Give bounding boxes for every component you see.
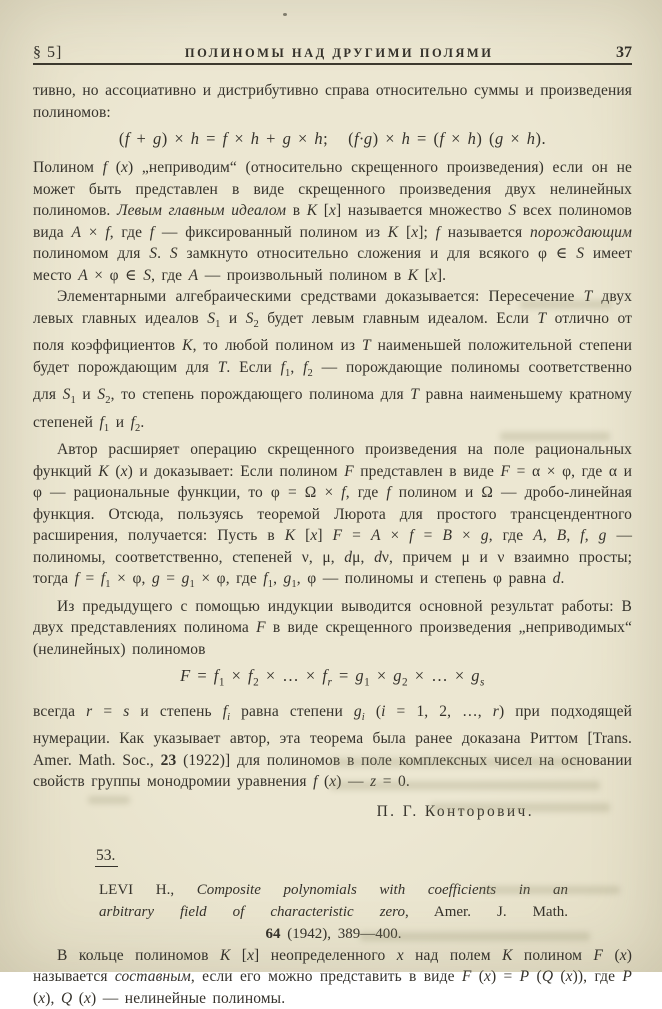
citation-line: 64 (1942), 389—400.: [265, 925, 402, 942]
entry-number: [95, 847, 632, 867]
citation-line: LEVI H., Composite polynomials with coefficients in an: [99, 881, 568, 898]
review-paragraph-author-extends: Автор расширяет операцию скрещенного произведения на поле рациональных функций K (x) и доказывает: Если полином F представлен в виде F = α × φ, где α и φ — рациональные функции, то φ = Ω × f, где f полином и Ω — дробо-линейная функция. Отсюда, пользуясь теоремой Люрота для простого трансцендентного расширения, получается: Пусть в K [x] F = A × f = B × g, где A, B, f, g — полиномы, соответственно, степеней ν, μ, dμ, dν, причем μ и ν взаимно просты; тогда $f = f_1 \times \varphi$, $g = g_1 \times \varphi$, где $f_1$, $g_1$, φ — полиномы и степень φ равна d.: [33, 441, 633, 591]
running-title: ПОЛИНОМЫ НАД ДРУГИМИ ПОЛЯМИ: [184, 46, 494, 60]
entry-abstract-paragraph: В кольце полиномов K [x] неопределенного x над полем K полином F (x) называется составным, если его можно представить в виде F (x) = P (Q (x)), где P (x), Q (x) — нелинейные полиномы.: [33, 946, 632, 1007]
review-paragraph-conclusion: всегда r = s и степень $f_i$ равна степени $g_i$ (i = 1, 2, …, r) при подходящей нумерации. Как указывает автор, эта теорема была ранее доказана Риттом [Trans. Amer. Math. Soc., 23 (1922)] для полиномов в поле комплексных чисел на основании свойств группы монодромии уравнения f (x) — z = 0.: [33, 702, 632, 791]
review-paragraph-continuation: тивно, но ассоциативно и дистрибутивно справа относительно суммы и произведения полиномов:: [33, 82, 632, 121]
formula-factorization: $F = f_1 \times f_2$ × … × $f_r = g_1 \times g_2$ × … × $g_s$: [180, 666, 485, 689]
review-paragraph-elementary: Элементарными алгебраическими средствами доказывается: Пересечение T двух левых главных идеалов $S_1$ и $S_2$ будет левым главным идеалом. Если T отлично от поля коэффициентов K, то любой полином из T наименьшей положительной степени будет порождающим для T. Если $f_1$, $f_2$ — порождающие полиномы соответственно для $S_1$ и $S_2$, то степень порождающего полинома для T равна наименьшему кратному степеней $f_1$ и $f_2$.: [33, 288, 633, 434]
running-header: [33, 44, 632, 62]
bibliographic-citation: [99, 879, 568, 945]
section-marker: § 5]: [33, 44, 63, 61]
page-number: 37: [616, 44, 632, 61]
header-rule: [33, 63, 632, 65]
reviewer-signature: П. Г. Конторович.: [376, 802, 534, 820]
print-speck: [283, 13, 287, 16]
entry-number-label: 53.: [95, 847, 118, 867]
citation-line: arbitrary field of characteristic zero, Amer. J. Math.: [99, 903, 568, 920]
review-paragraph-irreducible: Полином f (x) „неприводим“ (относительно скрещенного произведения) если он не может быть представлен в виде скрещенного произведения двух нелинейных полиномов. Левым главным идеалом в K [x] называется множество S всех полиномов вида A × f, где f — фиксированный полином из K [x]; f называется порождающим полиномом для S. S замкнуто относительно сложения и для всякого φ ∈ S имеет место A × φ ∈ S, где A — произвольный полином в K [x].: [33, 159, 632, 284]
formula-distributivity: (f + g) × h = f × h + g × h; (f·g) × h = (f × h) (g × h).: [118, 129, 547, 148]
review-paragraph-main-result: Из предыдущего с помощью индукции выводится основной результат работы: В двух представлениях полинома F в виде скрещенного произведения „неприводимых“ (нелинейных) полиномов: [33, 597, 632, 658]
